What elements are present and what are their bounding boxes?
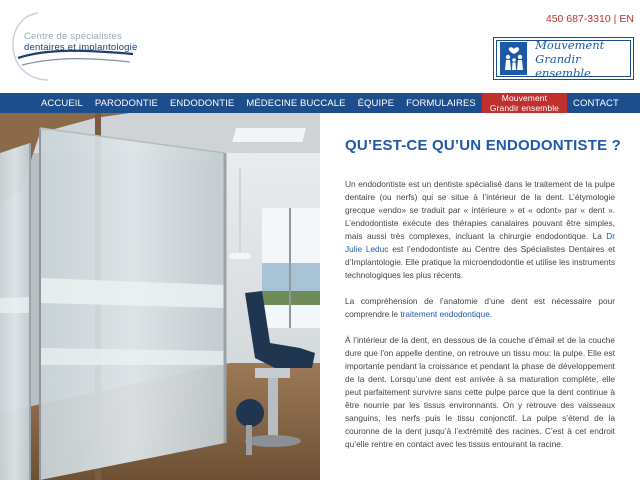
anatomy-text-a: La compréhension de l’anatomie d’une dent est nécessaire pour comprendre le (345, 296, 615, 319)
paragraph-anatomy (345, 295, 615, 321)
clinic-logo[interactable] (8, 10, 143, 82)
phone-link[interactable]: 450 687-3310 (545, 13, 611, 25)
page-title: QU’EST-CE QU’UN ENDODONTISTE ? (345, 137, 622, 154)
family-hearts-icon (500, 42, 527, 75)
badge-line1: Mouvement (535, 37, 605, 52)
nav-accueil[interactable]: ACCUEIL (41, 97, 83, 109)
nav-mouvement-grandir-ensemble[interactable] (482, 93, 567, 113)
site-header (0, 0, 640, 93)
nav-parodontie[interactable]: PARODONTIE (94, 97, 158, 109)
nav-active-line1: Mouvement (501, 93, 548, 103)
nav-medecine-buccale[interactable]: MÉDECINE BUCCALE (246, 97, 346, 109)
nav-formulaires[interactable]: FORMULAIRES (406, 97, 476, 109)
clinic-photo-illustration (0, 113, 320, 480)
anatomy-text-b: . (489, 309, 493, 319)
dr-julie-leduc-link[interactable]: Dr Julie Leduc (345, 231, 615, 254)
intro-text-b: est l’endodontiste au Centre des Spécialistes Dentaires et d’Implantologie. Elle pratique la microendodontie et utilise les instruments technologiques les plus récents. (345, 244, 615, 280)
badge-text (535, 38, 630, 80)
logo-text-line2: dentaires et implantologie (24, 42, 138, 53)
badge-line2: Grandir ensemble (535, 51, 591, 80)
contact-language-bar (546, 13, 634, 25)
separator: | (613, 13, 617, 25)
logo-text-line1: Centre de spécialistes (24, 31, 122, 42)
nav-endodontie[interactable]: ENDODONTIE (170, 97, 235, 109)
intro-text-a: Un endodontiste est un dentiste spécialisé dans le traitement de la pulpe dentaire (ou nerfs) qui se situe à l’intérieur de la dent. L’étymologie grecque «endo» se traduit par « intérieure » et « odont» par « dent ». L’endodontiste exécute des thérapies canalaires pouvant être simples, mais aussi très complexes, incluant la chirurgie endodontique. La (345, 179, 615, 241)
nav-equipe[interactable]: ÉQUIPE (357, 97, 395, 109)
main-content (345, 113, 622, 451)
nav-contact[interactable]: CONTACT (573, 97, 619, 109)
paragraph-intro (345, 178, 615, 282)
main-navigation (0, 93, 640, 113)
nav-active-line2: Grandir ensemble (489, 103, 560, 113)
badge-frame (496, 37, 631, 80)
traitement-endodontique-link[interactable]: traitement endodontique (400, 309, 490, 319)
mouvement-grandir-badge[interactable] (493, 37, 634, 80)
language-switch-en[interactable]: EN (619, 13, 634, 25)
clinic-interior-photo (0, 113, 320, 480)
paragraph-pulpe: À l’intérieur de la dent, en dessous de la couche d’émail et de la couche dure que l’on appelle dentine, on retrouve un tissu mou: la pulpe. Elle est importante pendant la croissance et pendant la phase de développement de la dent. Lorsqu’une dent est arrivée à sa maturation complète, elle peut parfaitement survivre sans cette pulpe parce que la dent continue à être nourrie par les tissus environnants. On y retrouve des vaisseaux sanguins, les nerfs puis le tissu conjonctif. La pulpe s’étend de la couronne de la dent jusqu’à l’extrémité des racines. C’est à cet endroit qu’elle rentre en contact avec les tissus entourant la racine. (345, 335, 615, 449)
